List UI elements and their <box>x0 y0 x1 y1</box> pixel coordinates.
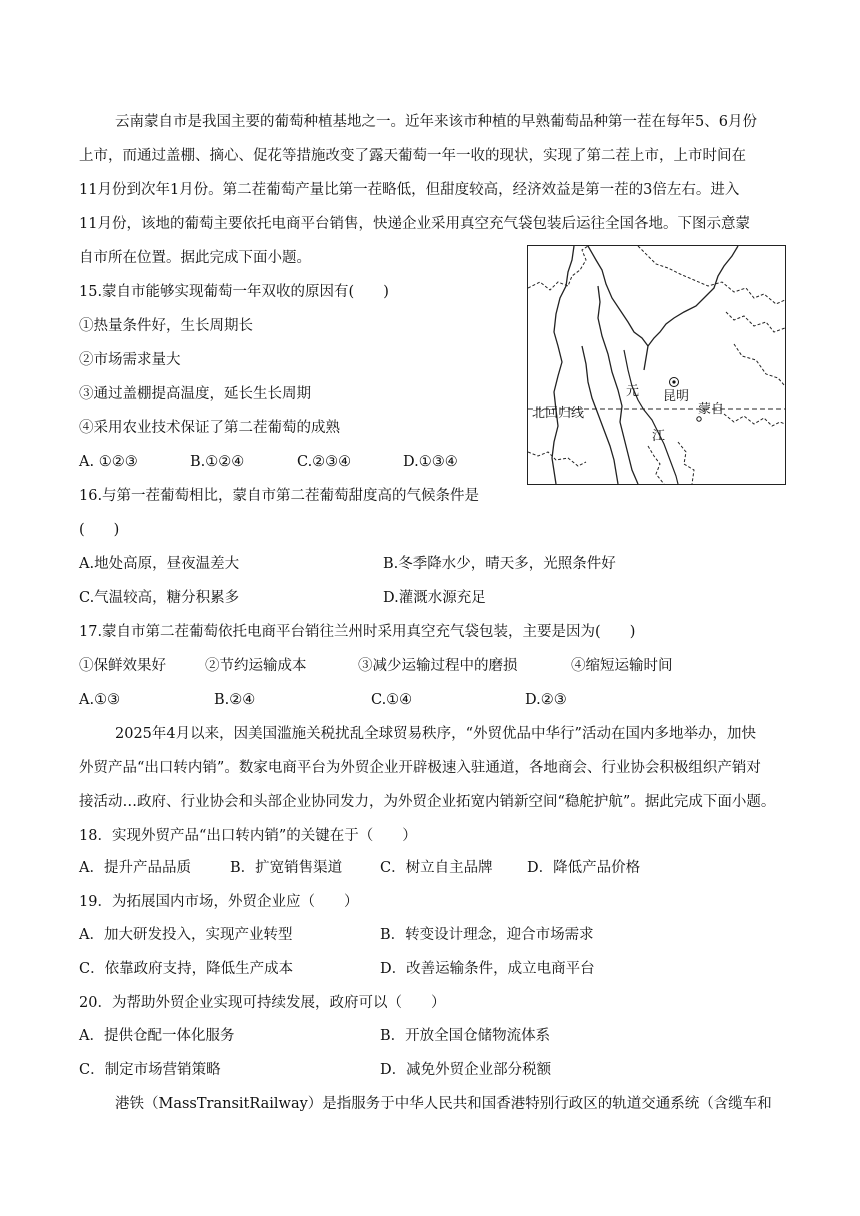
q16-option-b[interactable]: B.冬季降水少，晴天多，光照条件好 <box>383 556 616 572</box>
q20-option-c[interactable]: C．制定市场营销策略 <box>79 1062 221 1078</box>
intro-line-4: 11月份，该地的葡萄主要依托电商平台销售，快递企业采用真空充气袋包装后运往全国各地。下图示意蒙 <box>79 216 750 232</box>
q16-option-c[interactable]: C.气温较高，糖分积累多 <box>79 590 240 606</box>
q20-option-a[interactable]: A．提供仓配一体化服务 <box>79 1028 235 1044</box>
q15-statement-4: ④采用农业技术保证了第二茬葡萄的成熟 <box>79 420 340 436</box>
q17-statement-2: ②节约运输成本 <box>205 658 307 674</box>
label-mengzi: 蒙自 <box>698 402 725 417</box>
mengzi-marker-icon <box>697 417 701 421</box>
q15-statement-1: ①热量条件好，生长周期长 <box>79 318 253 334</box>
q20-option-d[interactable]: D．减免外贸企业部分税额 <box>380 1062 552 1078</box>
q15-option-d[interactable]: D.①③④ <box>403 454 458 470</box>
intro-line-2: 上市，而通过盖棚、摘心、促花等措施改变了露天葡萄一年一收的现状，实现了第二茬上市，上市时间在 <box>79 148 746 164</box>
q17-option-b[interactable]: B.②④ <box>214 692 256 708</box>
q19-option-b[interactable]: B．转变设计理念，迎合市场需求 <box>380 927 594 943</box>
q17-statement-4: ④缩短运输时间 <box>571 658 673 674</box>
location-map <box>527 245 786 485</box>
q15-option-c[interactable]: C.②③④ <box>297 454 352 470</box>
kunming-marker-icon <box>670 378 679 387</box>
q15-statement-2: ②市场需求量大 <box>79 352 181 368</box>
q17-statement-1: ①保鲜效果好 <box>79 658 166 674</box>
q18-option-b[interactable]: B．扩宽销售渠道 <box>230 860 343 876</box>
intro-line-3: 11月份到次年1月份。第二茬葡萄产量比第一茬略低，但甜度较高，经济效益是第一茬的3倍左右。进入 <box>79 182 740 198</box>
q16-option-a[interactable]: A.地处高原，昼夜温差大 <box>79 556 240 572</box>
q19-option-d[interactable]: D．改善运输条件，成立电商平台 <box>380 961 595 977</box>
q15-statement-3: ③通过盖棚提高温度，延长生长周期 <box>79 386 311 402</box>
q16-paren: ( ) <box>79 522 120 538</box>
q17-option-d[interactable]: D.②③ <box>525 692 567 708</box>
q17-option-c[interactable]: C.①④ <box>371 692 413 708</box>
q17-statement-3: ③减少运输过程中的磨损 <box>358 658 518 674</box>
q19-stem: 19．为拓展国内市场，外贸企业应（ ） <box>79 894 359 910</box>
label-jiang: 江 <box>652 429 666 444</box>
q18-option-c[interactable]: C．树立自主品牌 <box>380 860 493 876</box>
intro3-line-1: 港铁（MassTransitRailway）是指服务于中华人民共和国香港特别行政区的轨道交通系统（含缆车和 <box>115 1096 772 1112</box>
q16-option-d[interactable]: D.灌溉水源充足 <box>383 590 486 606</box>
q20-stem: 20．为帮助外贸企业实现可持续发展，政府可以（ ） <box>79 995 446 1011</box>
intro2-line-1: 2025年4月以来，因美国滥施关税扰乱全球贸易秩序，“外贸优品中华行”活动在国内多地举办，加快 <box>115 726 756 742</box>
intro-line-1: 云南蒙自市是我国主要的葡萄种植基地之一。近年来该市种植的早熟葡萄品种第一茬在每年5、6月份 <box>115 114 757 130</box>
q19-option-a[interactable]: A．加大研发投入，实现产业转型 <box>79 927 293 943</box>
q19-option-c[interactable]: C．依靠政府支持，降低生产成本 <box>79 961 294 977</box>
q20-option-b[interactable]: B．开放全国仓储物流体系 <box>380 1028 551 1044</box>
intro2-line-2: 外贸产品“出口转内销”。数家电商平台为外贸企业开辟极速入驻通道，各地商会、行业协会积极组织产销对 <box>79 760 761 776</box>
q18-stem: 18．实现外贸产品“出口转内销”的关键在于（ ） <box>79 828 417 844</box>
q15-option-a[interactable]: A. ①②③ <box>79 454 138 470</box>
q15-option-b[interactable]: B.①②④ <box>190 454 245 470</box>
label-tropic: 北回归线 <box>532 406 585 421</box>
q17-option-a[interactable]: A.①③ <box>79 692 121 708</box>
intro2-line-3: 接活动…政府、行业协会和头部企业协同发力，为外贸企业拓宽内销新空间“稳舵护航”。据此完成下面小题。 <box>79 794 776 810</box>
label-yuan: 元 <box>626 384 640 399</box>
intro-line-5: 自市所在位置。据此完成下面小题。 <box>79 250 311 266</box>
q18-option-a[interactable]: A．提升产品品质 <box>79 860 191 876</box>
q18-option-d[interactable]: D．降低产品价格 <box>527 860 641 876</box>
q17-stem: 17.蒙自市第二茬葡萄依托电商平台销往兰州时采用真空充气袋包装，主要是因为( ) <box>79 624 636 640</box>
q16-stem: 16.与第一茬葡萄相比，蒙自市第二茬葡萄甜度高的气候条件是 <box>79 488 480 504</box>
label-kunming: 昆明 <box>663 389 690 404</box>
q15-stem: 15.蒙自市能够实现葡萄一年双收的原因有( ) <box>79 284 389 300</box>
